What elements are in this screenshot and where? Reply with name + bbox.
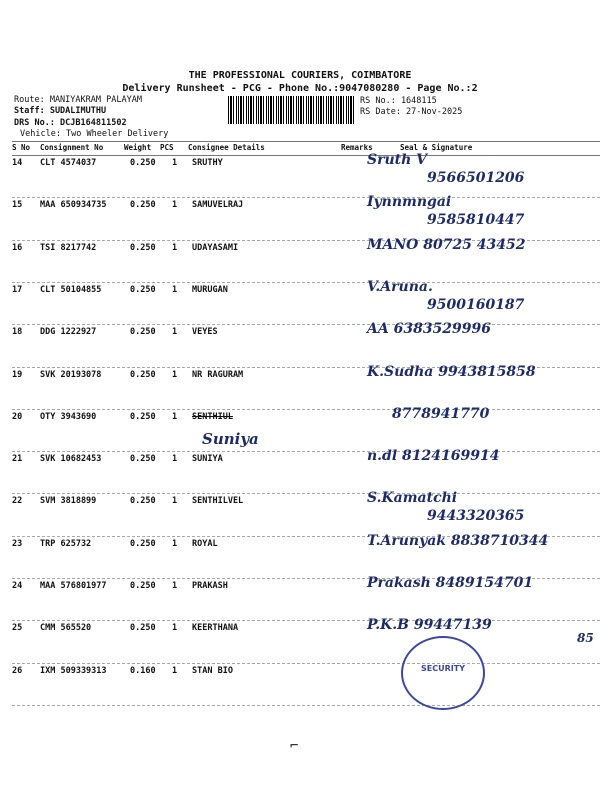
row-pcs: 1 <box>172 411 178 422</box>
row-weight: 0.250 <box>130 200 156 211</box>
row-consignment: CMM 565520 <box>40 623 92 634</box>
document-title: THE PROFESSIONAL COURIERS, COIMBATORE <box>188 70 412 81</box>
row-consignee: ROYAL <box>192 538 218 549</box>
signature-text: Iynnmngai <box>367 194 452 211</box>
row-consignee: VEYES <box>192 327 218 338</box>
row-pcs: 1 <box>172 623 178 634</box>
row-weight: 0.160 <box>130 665 156 676</box>
table-row <box>12 575 600 623</box>
row-consignee: SENTHIUL <box>192 411 233 422</box>
row-consignee: NR RAGURAM <box>192 369 244 380</box>
row-consignee: STAN BIO <box>192 665 233 676</box>
row-divider <box>12 663 600 664</box>
signature-text: S.Kamatchi <box>367 490 458 507</box>
stamp-label: SECURITY <box>421 664 465 673</box>
table-row <box>12 152 600 200</box>
signature-text: n.dl 8124169914 <box>367 448 500 465</box>
row-divider <box>12 705 600 706</box>
row-weight: 0.250 <box>130 327 156 338</box>
signature-phone: 9500160187 <box>427 296 525 313</box>
row-sno: 22 <box>12 496 23 507</box>
col-consignee: Consignee Details <box>188 143 265 152</box>
row-consignee: SAMUVELRAJ <box>192 200 244 211</box>
row-consignment: CLT 50104855 <box>40 284 102 295</box>
row-weight: 0.250 <box>130 623 156 634</box>
signature-text: Sruth V <box>367 152 428 168</box>
row-divider <box>12 409 600 410</box>
row-consignee: PRAKASH <box>192 581 228 591</box>
table-row <box>12 405 600 454</box>
table-row <box>12 236 600 285</box>
footer-mark: ⌐ <box>290 738 299 754</box>
row-consignment: SVM 3818899 <box>40 496 97 507</box>
row-pcs: 1 <box>172 242 178 253</box>
signature-text: 8778941770 <box>392 405 490 422</box>
row-sno: 14 <box>12 158 23 168</box>
row-consignee: KEERTHANA <box>192 623 239 634</box>
col-consignment: Consignment No <box>40 143 104 152</box>
row-weight: 0.250 <box>130 538 156 549</box>
table-row <box>12 363 600 412</box>
signature-phone: Suniya <box>202 429 259 448</box>
barcode <box>228 96 356 124</box>
row-consignee: MURUGAN <box>192 284 228 295</box>
row-weight: 0.250 <box>130 284 156 295</box>
row-pcs: 1 <box>172 454 178 465</box>
signature-text: AA 6383529996 <box>367 321 492 338</box>
table-header <box>12 143 600 155</box>
row-divider <box>12 324 600 325</box>
row-divider <box>12 493 600 494</box>
row-consignment: SVK 10682453 <box>40 454 102 465</box>
row-sno: 15 <box>12 200 23 211</box>
row-pcs: 1 <box>172 538 178 549</box>
row-sno: 16 <box>12 242 23 253</box>
row-consignment: SVK 20193078 <box>40 369 102 380</box>
row-sno: 20 <box>12 411 23 422</box>
row-consignee: SENTHILVEL <box>192 496 244 507</box>
col-pcs: PCS <box>160 143 174 152</box>
row-divider <box>12 197 600 198</box>
signature-phone: 9585810447 <box>427 212 525 229</box>
signature-phone: 85 <box>577 631 594 646</box>
table-row <box>12 448 600 496</box>
row-consignment: MAA 650934735 <box>40 200 107 211</box>
rs-date: RS Date: 27-Nov-2025 <box>360 107 463 117</box>
security-stamp <box>401 636 485 710</box>
row-weight: 0.250 <box>130 411 156 422</box>
row-weight: 0.250 <box>130 581 156 591</box>
signature-text: T.Arunyak 8838710344 <box>367 532 549 549</box>
table-row <box>12 617 600 665</box>
rs-number: RS No.: 1648115 <box>360 96 437 106</box>
row-divider <box>12 282 600 283</box>
row-sno: 26 <box>12 665 23 676</box>
row-sno: 21 <box>12 454 23 465</box>
drs-line: DRS No.: DCJB164811502 <box>14 118 127 128</box>
row-consignment: TRP 625732 <box>40 538 92 549</box>
signature-text: V.Aruna. <box>367 278 433 295</box>
row-weight: 0.250 <box>130 369 156 380</box>
row-weight: 0.250 <box>130 454 156 465</box>
row-divider <box>12 451 600 452</box>
col-remarks: Remarks <box>341 143 373 152</box>
row-consignee: SRUTHY <box>192 158 223 168</box>
staff-line: Staff: SUDALIMUTHU <box>14 106 107 116</box>
row-consignee: SUNIYA <box>192 454 223 465</box>
route-line: Route: MANIYAKRAM PALAYAM <box>14 95 142 105</box>
row-pcs: 1 <box>172 369 178 380</box>
row-consignee: UDAYASAMI <box>192 242 239 253</box>
row-weight: 0.250 <box>130 158 156 168</box>
row-pcs: 1 <box>172 158 178 168</box>
row-divider <box>12 620 600 621</box>
row-pcs: 1 <box>172 284 178 295</box>
signature-phone: 9443320365 <box>427 508 525 525</box>
signature-text: P.K.B 99447139 <box>367 617 492 634</box>
row-weight: 0.250 <box>130 242 156 253</box>
col-weight: Weight <box>124 143 152 152</box>
signature-phone: 9566501206 <box>427 170 525 186</box>
row-consignment: OTY 3943690 <box>40 411 97 422</box>
header-rule-top <box>12 141 600 142</box>
col-seal: Seal & Signature <box>400 143 473 152</box>
document-subtitle: Delivery Runsheet - PCG - Phone No.:9047080280 - Page No.:2 <box>122 83 478 94</box>
row-pcs: 1 <box>172 200 178 211</box>
signature-text: Prakash 8489154701 <box>367 575 534 591</box>
row-consignment: DDG 1222927 <box>40 327 97 338</box>
row-pcs: 1 <box>172 496 178 507</box>
row-pcs: 1 <box>172 665 178 676</box>
signature-text: MANO 80725 43452 <box>367 236 526 253</box>
row-sno: 19 <box>12 369 23 380</box>
row-sno: 18 <box>12 327 23 338</box>
table-row <box>12 666 600 708</box>
row-sno: 25 <box>12 623 23 634</box>
header-rule-bottom <box>12 155 600 156</box>
row-pcs: 1 <box>172 581 178 591</box>
row-consignment: CLT 4574037 <box>40 158 97 168</box>
row-sno: 24 <box>12 581 23 591</box>
table-row <box>12 278 600 327</box>
col-sno: S No <box>12 143 31 152</box>
row-consignment: MAA 576801977 <box>40 581 107 591</box>
vehicle-line: Vehicle: Two Wheeler Delivery <box>20 129 169 139</box>
row-weight: 0.250 <box>130 496 156 507</box>
row-consignment: IXM 509339313 <box>40 665 107 676</box>
row-sno: 17 <box>12 284 23 295</box>
row-consignment: TSI 8217742 <box>40 242 97 253</box>
row-pcs: 1 <box>172 327 178 338</box>
row-sno: 23 <box>12 538 23 549</box>
signature-text: K.Sudha 9943815858 <box>367 363 536 380</box>
